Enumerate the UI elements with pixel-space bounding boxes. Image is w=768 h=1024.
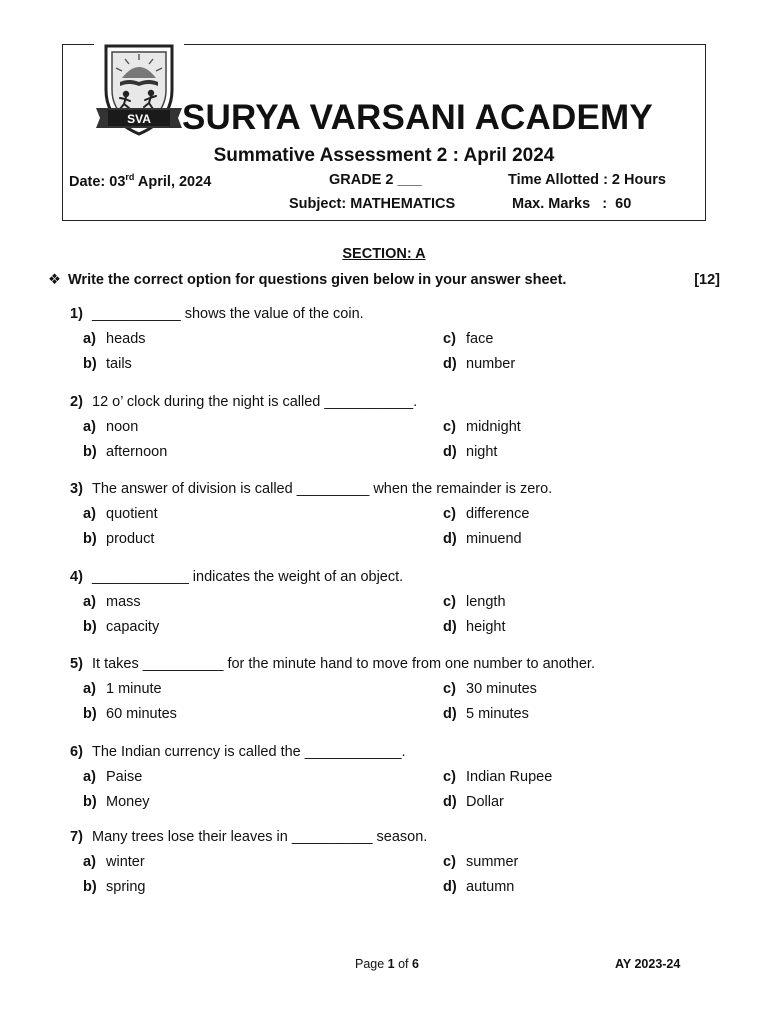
grade-label: GRADE 2 ___	[329, 172, 422, 188]
option-letter: c)	[443, 506, 456, 522]
question-2-option-d	[443, 444, 497, 460]
question-5-option-c	[443, 681, 537, 697]
question-4-option-c	[443, 594, 506, 610]
option-text: height	[466, 619, 506, 635]
option-letter: b)	[83, 531, 97, 547]
question-7	[70, 829, 427, 845]
section-marks: [12]	[694, 272, 720, 288]
option-letter: a)	[83, 331, 96, 347]
question-4-option-d	[443, 619, 506, 635]
question-text: ___________ shows the value of the coin.	[92, 306, 364, 322]
option-text: 30 minutes	[466, 681, 537, 697]
option-letter: c)	[443, 681, 456, 697]
question-number: 5)	[70, 656, 83, 672]
question-6-option-c	[443, 769, 552, 785]
question-3-option-d	[443, 531, 522, 547]
question-1	[70, 306, 364, 322]
question-6-option-a	[83, 769, 142, 785]
option-letter: b)	[83, 444, 97, 460]
section-instruction: ❖ Write the correct option for questions given below in your answer sheet. [12]	[48, 272, 720, 288]
option-text: mass	[106, 594, 141, 610]
option-text: 60 minutes	[106, 706, 177, 722]
option-text: 1 minute	[106, 681, 162, 697]
option-text: product	[106, 531, 155, 547]
option-text: number	[466, 356, 516, 372]
option-text: heads	[106, 331, 146, 347]
option-letter: d)	[443, 619, 457, 635]
question-5	[70, 656, 595, 672]
option-text: tails	[106, 356, 132, 372]
question-5-option-b	[83, 706, 177, 722]
option-text: spring	[106, 879, 146, 895]
question-1-option-b	[83, 356, 132, 372]
option-letter: d)	[443, 444, 457, 460]
question-2-option-c	[443, 419, 521, 435]
question-3-option-a	[83, 506, 158, 522]
option-letter: d)	[443, 531, 457, 547]
option-letter: b)	[83, 879, 97, 895]
question-text: 12 o’ clock during the night is called ___________.	[92, 394, 418, 410]
option-letter: a)	[83, 681, 96, 697]
question-7-option-d	[443, 879, 514, 895]
option-text: difference	[466, 506, 530, 522]
question-5-option-d	[443, 706, 529, 722]
option-text: midnight	[466, 419, 521, 435]
question-5-option-a	[83, 681, 162, 697]
question-4	[70, 569, 403, 585]
page-number: Page 1 of 6	[355, 957, 419, 971]
option-text: Dollar	[466, 794, 504, 810]
question-text: It takes __________ for the minute hand to move from one number to another.	[92, 656, 595, 672]
question-text: Many trees lose their leaves in __________ season.	[92, 829, 428, 845]
exam-date: Date: 03rd April, 2024	[69, 172, 212, 190]
option-letter: b)	[83, 356, 97, 372]
question-2	[70, 394, 417, 410]
logo-text: SVA	[127, 112, 151, 126]
option-text: 5 minutes	[466, 706, 529, 722]
question-6-option-b	[83, 794, 150, 810]
option-text: Indian Rupee	[466, 769, 553, 785]
question-text: The Indian currency is called the ____________.	[92, 744, 406, 760]
section-title: SECTION: A	[342, 246, 426, 262]
question-6	[70, 744, 406, 760]
question-1-option-c	[443, 331, 493, 347]
option-text: afternoon	[106, 444, 168, 460]
question-3-option-c	[443, 506, 529, 522]
question-2-option-b	[83, 444, 167, 460]
option-letter: b)	[83, 619, 97, 635]
question-7-option-c	[443, 854, 518, 870]
question-3-option-b	[83, 531, 154, 547]
option-text: length	[466, 594, 506, 610]
question-number: 6)	[70, 744, 83, 760]
option-text: winter	[106, 854, 145, 870]
option-text: Money	[106, 794, 150, 810]
question-number: 7)	[70, 829, 83, 845]
question-number: 2)	[70, 394, 83, 410]
option-letter: a)	[83, 769, 96, 785]
option-text: night	[466, 444, 498, 460]
question-4-option-b	[83, 619, 159, 635]
question-text: The answer of division is called _________ when the remainder is zero.	[92, 481, 553, 497]
option-text: summer	[466, 854, 519, 870]
question-1-option-a	[83, 331, 146, 347]
question-6-option-d	[443, 794, 504, 810]
option-letter: d)	[443, 794, 457, 810]
option-text: face	[466, 331, 494, 347]
question-number: 1)	[70, 306, 83, 322]
option-text: noon	[106, 419, 139, 435]
question-7-option-a	[83, 854, 145, 870]
max-marks: Max. Marks : 60	[512, 196, 632, 212]
option-letter: c)	[443, 854, 456, 870]
option-letter: d)	[443, 356, 457, 372]
option-letter: d)	[443, 879, 457, 895]
question-number: 3)	[70, 481, 83, 497]
option-letter: c)	[443, 769, 456, 785]
school-name: SURYA VARSANI ACADEMY	[182, 98, 653, 137]
question-text: ____________ indicates the weight of an object.	[92, 569, 404, 585]
question-1-option-d	[443, 356, 515, 372]
question-2-option-a	[83, 419, 138, 435]
option-text: capacity	[106, 619, 160, 635]
option-letter: c)	[443, 331, 456, 347]
option-text: quotient	[106, 506, 158, 522]
option-letter: a)	[83, 506, 96, 522]
school-logo	[94, 38, 184, 138]
option-letter: d)	[443, 706, 457, 722]
question-3	[70, 481, 552, 497]
option-letter: c)	[443, 594, 456, 610]
time-allotted: Time Allotted : 2 Hours	[508, 172, 666, 188]
question-4-option-a	[83, 594, 141, 610]
option-text: autumn	[466, 879, 515, 895]
option-text: minuend	[466, 531, 522, 547]
subject-label: Subject: MATHEMATICS	[289, 196, 456, 212]
option-letter: b)	[83, 794, 97, 810]
option-text: Paise	[106, 769, 143, 785]
academic-year: AY 2023-24	[615, 957, 681, 971]
option-letter: c)	[443, 419, 456, 435]
exam-title: Summative Assessment 2 : April 2024	[213, 145, 555, 166]
option-letter: a)	[83, 594, 96, 610]
diamond-bullet-icon: ❖	[48, 272, 61, 288]
option-letter: a)	[83, 419, 96, 435]
question-number: 4)	[70, 569, 83, 585]
option-letter: b)	[83, 706, 97, 722]
option-letter: a)	[83, 854, 96, 870]
question-7-option-b	[83, 879, 146, 895]
